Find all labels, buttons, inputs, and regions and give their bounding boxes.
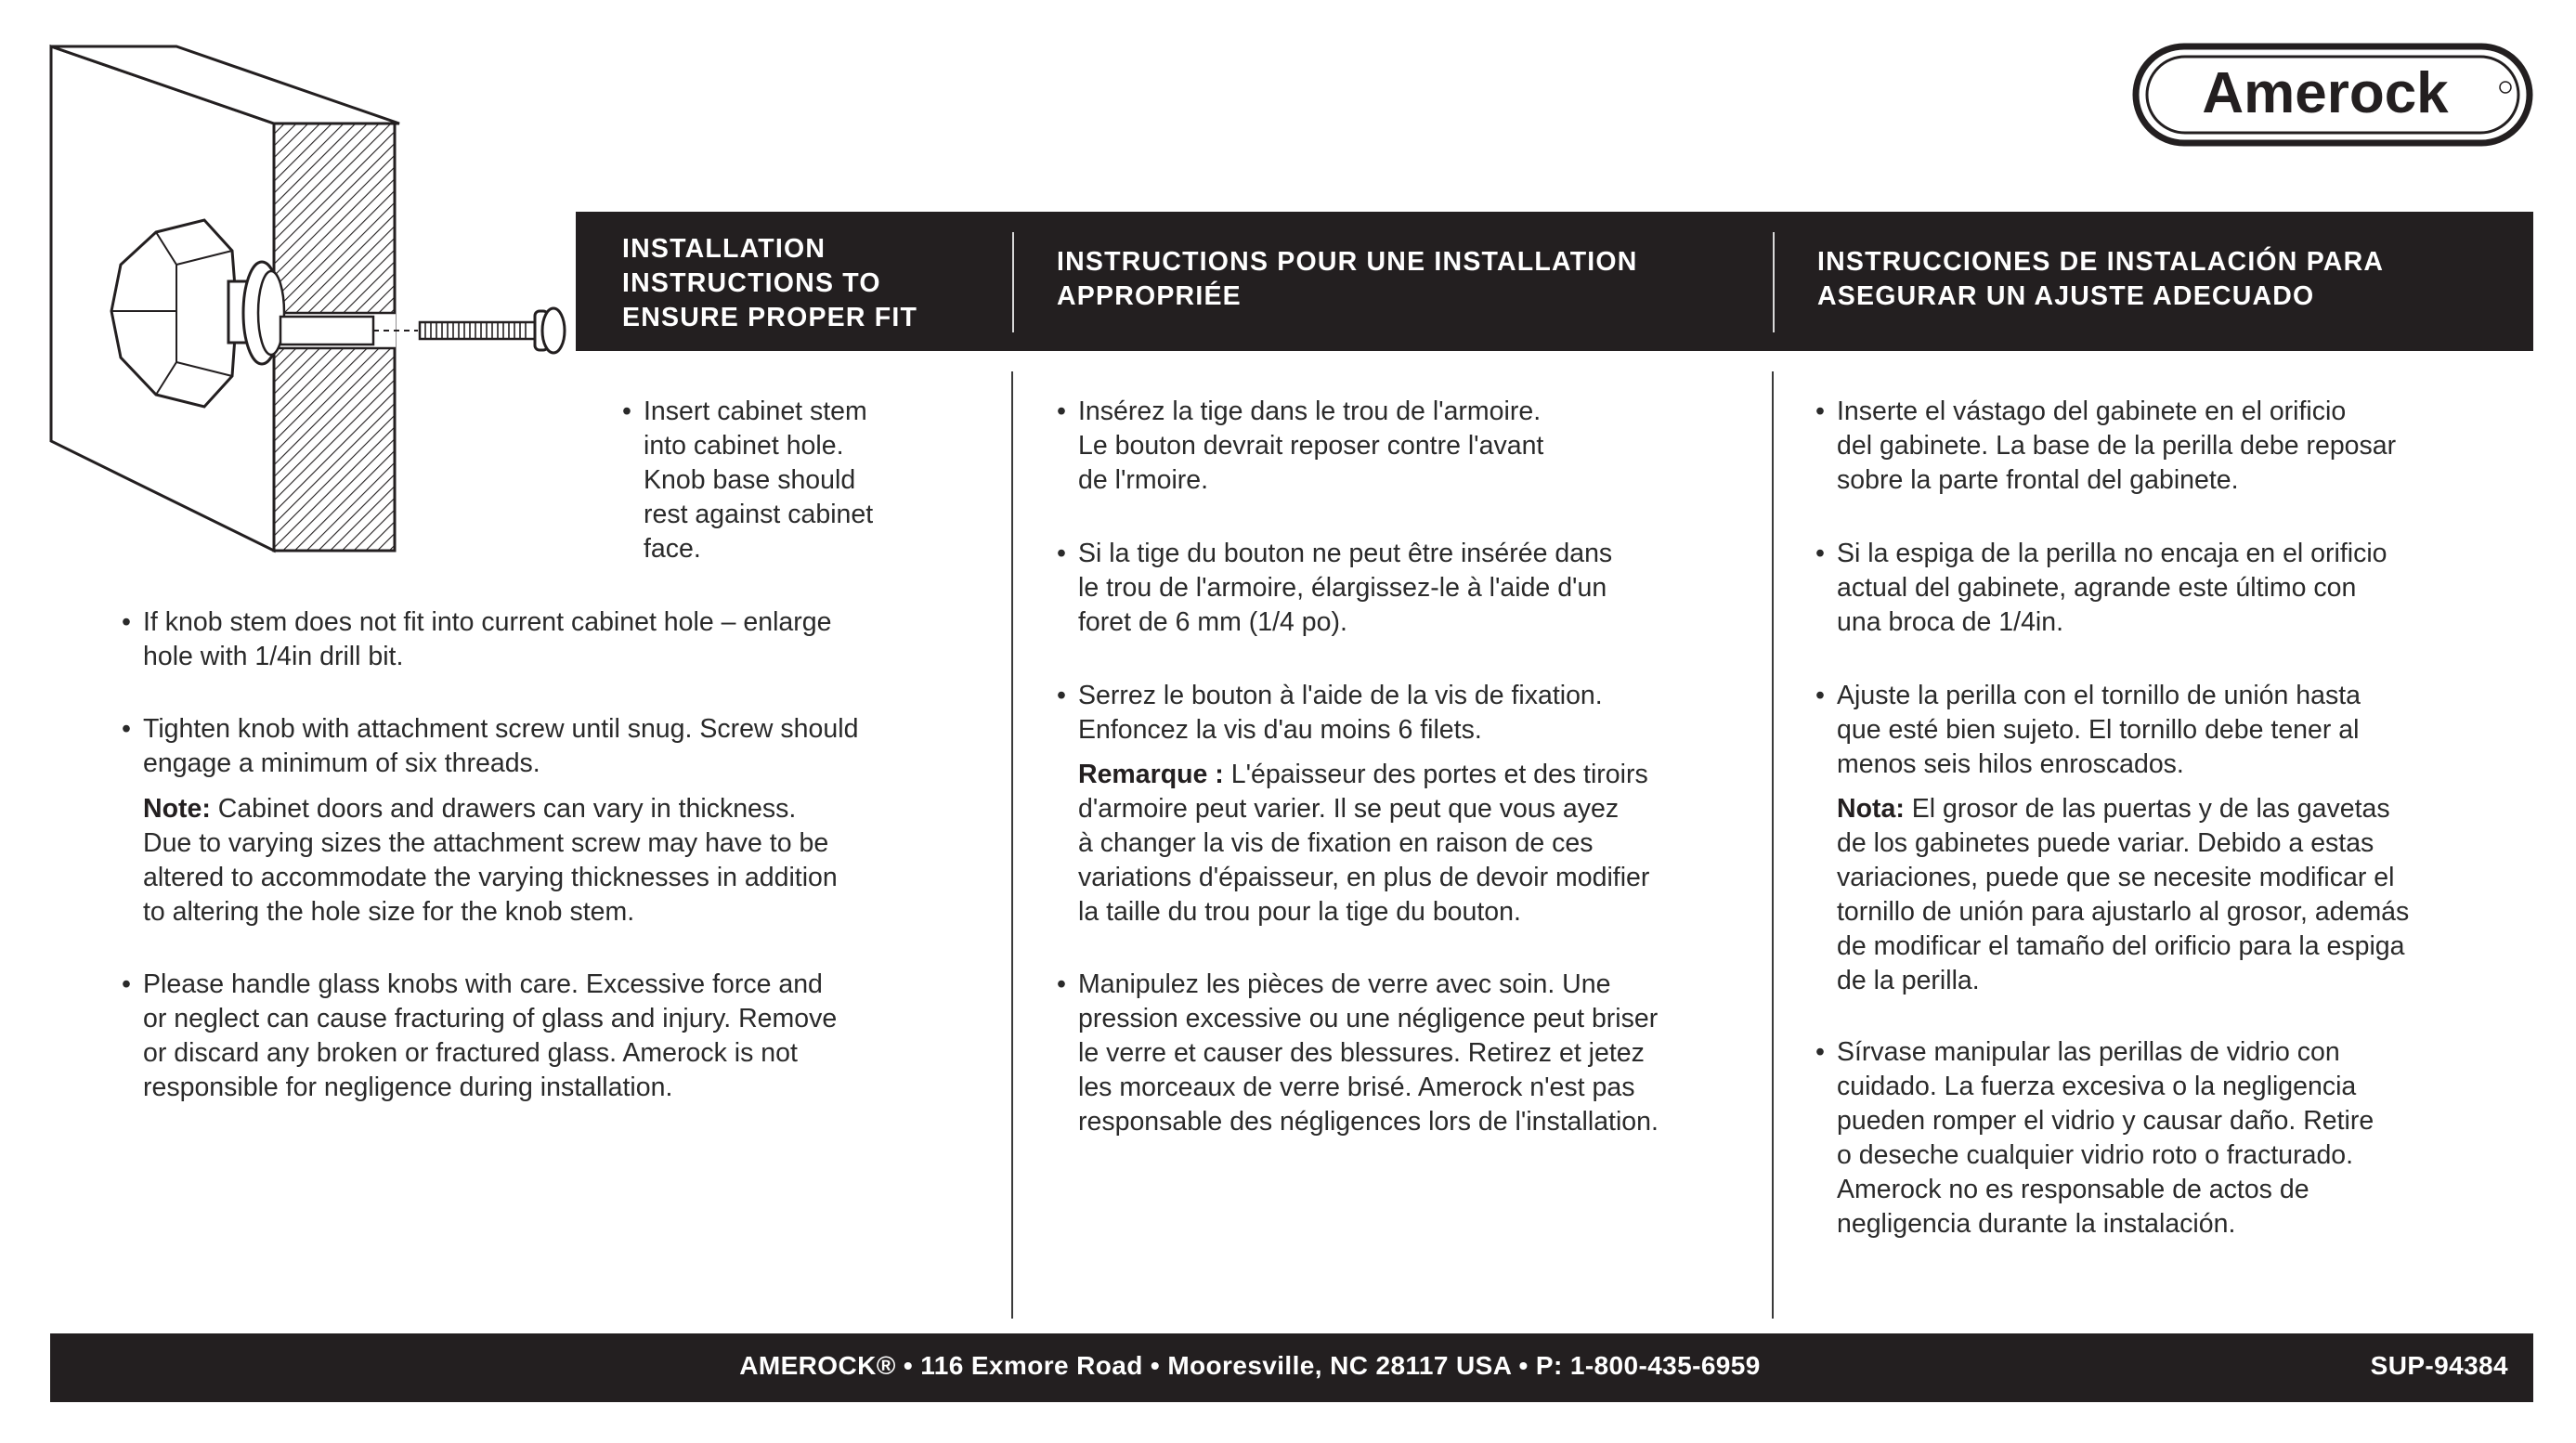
english-note-label: Note: xyxy=(143,794,211,824)
footer-product-code: SUP-94384 xyxy=(2370,1351,2508,1380)
amerock-logo xyxy=(2132,43,2533,147)
english-note xyxy=(143,792,838,930)
french-note-label: Remarque : xyxy=(1078,760,1224,789)
english-bullet-tighten: • Tighten knob with attachment screw until snug. Screw should engage a minimum of six threads. xyxy=(122,712,858,781)
english-note-text: Cabinet doors and drawers can vary in thickness. Due to varying sizes the attachment screw may have to be altered to accommodate the varying thicknesses in addition to altering the hole size for the knob stem. xyxy=(143,794,838,927)
attachment-screw xyxy=(420,308,565,353)
english-bullet-glass-care: • Please handle glass knobs with care. Excessive force and or neglect can cause fracturing of glass and injury. Remove or discard any broken or fractured glass. Amerock is not responsible for negligence during installation. xyxy=(122,968,837,1105)
spanish-bullet-glass-care: • Sírvase manipular las perillas de vidrio con cuidado. La fuerza excesiva o la negligencia pueden romper el vidrio y causar daño. Retire o deseche cualquier vidrio roto o fracturado. Amerock no es responsable de actos de negligencia durante la instalación. xyxy=(1815,1035,2374,1242)
header-spanish: INSTRUCCIONES DE INSTALACIÓN PARA ASEGURAR UN AJUSTE ADECUADO xyxy=(1817,247,2385,311)
french-bullet-tighten: • Serrez le bouton à l'aide de la vis de fixation. Enfoncez la vis d'au moins 6 filets. xyxy=(1057,679,1603,748)
header-french: INSTRUCTIONS POUR UNE INSTALLATION APPROPRIÉE xyxy=(1057,247,1638,311)
french-bullet-glass-care: • Manipulez les pièces de verre avec soin. Une pression excessive ou une négligence peut briser le verre et causer des blessures. Retirez et jetez les morceaux de verre brisé. Amerock n'est pas responsable des négligences lors de l'installation. xyxy=(1057,968,1659,1139)
instructions-header-bar xyxy=(576,212,2533,351)
header-divider xyxy=(1773,232,1775,332)
french-bullet-insert: • Insérez la tige dans le trou de l'armoire. Le bouton devrait reposer contre l'avant de l'rmoire. xyxy=(1057,395,1543,498)
footer-bar xyxy=(50,1333,2533,1402)
spanish-bullet-enlarge-hole: • Si la espiga de la perilla no encaja en el orificio actual del gabinete, agrande este último con una broca de 1/4in. xyxy=(1815,537,2387,640)
english-bullet-insert: • Insert cabinet stem into cabinet hole. Knob base should rest against cabinet face. xyxy=(622,395,873,566)
knob-installation-illustration xyxy=(46,42,566,557)
spanish-note-text: El grosor de las puertas y de las gavetas de los gabinetes puede variar. Debido a estas variaciones, puede que se necesite modificar el tornillo de unión para ajustarlo al grosor, además de modificar el tamaño del orificio para la espiga de la perilla. xyxy=(1837,794,2410,995)
spanish-note-label: Nota: xyxy=(1837,794,1905,824)
english-bullet-enlarge-hole: • If knob stem does not fit into current cabinet hole – enlarge hole with 1/4in drill bit. xyxy=(122,605,831,674)
french-note xyxy=(1078,758,1649,930)
header-divider xyxy=(1012,232,1014,332)
logo-text: Amerock xyxy=(2202,61,2449,125)
column-divider xyxy=(1011,371,1013,1319)
french-note-text: L'épaisseur des portes et des tiroirs d'armoire peut varier. Il se peut que vous ayez à changer la vis de fixation en raison de ces variations d'épaisseur, en plus de devoir modifier la taille du trou pour la tige du bouton. xyxy=(1078,760,1650,927)
spanish-note xyxy=(1837,792,2409,998)
spanish-bullet-tighten: • Ajuste la perilla con el tornillo de unión hasta que esté bien sujeto. El tornillo debe tener al menos seis hilos enroscados. xyxy=(1815,679,2361,782)
footer-address: AMEROCK® • 116 Exmore Road • Mooresville, NC 28117 USA • P: 1-800-435-6959 xyxy=(739,1351,1761,1380)
french-bullet-enlarge-hole: • Si la tige du bouton ne peut être insérée dans le trou de l'armoire, élargissez-le à l'aide d'un foret de 6 mm (1/4 po). xyxy=(1057,537,1612,640)
spanish-bullet-insert: • Inserte el vástago del gabinete en el orificio del gabinete. La base de la perilla debe reposar sobre la parte frontal del gabinete. xyxy=(1815,395,2396,498)
header-english: INSTALLATION INSTRUCTIONS TO ENSURE PROPER FIT xyxy=(622,234,918,332)
column-divider xyxy=(1772,371,1774,1319)
